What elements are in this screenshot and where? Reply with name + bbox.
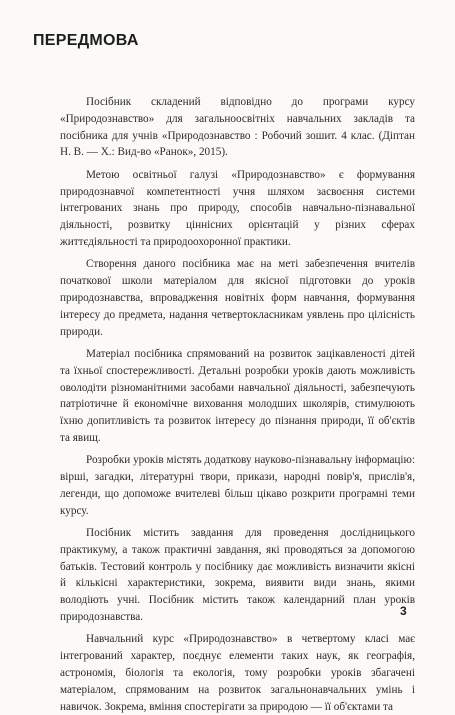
paragraph: Посібник складений відповідно до програми курсу «Природознавство» для загальноосвітніх навчальних закладів та посібника для учнів «Природознавство : Робочий зошит. 4 клас. (Діптан Н. В. — Х.: Вид-во «Ранок», 2015). xyxy=(60,96,415,159)
paragraph: Розробки уроків містять додаткову науково-пізнавальну інформацію: вірші, загадки, літературні твори, прикази, народні повір'я, прислів'я, легенди, що допоможе вчителеві більш цікаво розкрити програмні теми курсу. xyxy=(60,454,415,517)
paragraph: Створення даного посібника має на меті забезпечення вчителів початкової школи матеріалом для якісної підготовки до уроків природознавства, впровадження новітніх форм навчання, формування інтересу до предмета, надання четвертокласникам уявлень про цілісність природи. xyxy=(60,258,415,338)
paragraph: Навчальний курс «Природознавство» в четвертому класі має інтегрований характер, поєднує елементи таких наук, як географія, астрономія, біологія та екологія, тому розробки уроків збагачені матеріалом, спрямованим на розвиток загальнонавчальних умінь і навичок. Зокрема, вміння спостерігати за природою — її об'єктами та xyxy=(60,633,415,713)
paragraph: Посібник містить завдання для проведення дослідницького практикуму, а також практичні завдання, які проводяться за допомогою батьків. Тестовий контроль у посібнику дає можливість визначити якісні й кількісні характеристики, зокрема, виявити види знань, якими володіють учні. Посібник містить також календарний план уроків природознавства. xyxy=(60,527,415,624)
paragraph: Метою освітньої галузі «Природознавство» є формування природознавчої компетентності учня шляхом засвоєння системи інтегрованих знань про природу, способів навчально-пізнавальної діяльності, розвитку ціннісних орієнтацій у різних сферах життєдіяльності та природоохоронної практики. xyxy=(60,168,415,248)
body-text xyxy=(60,94,415,715)
page-number: 3 xyxy=(400,604,407,618)
page-title: ПЕРЕДМОВА xyxy=(33,32,139,49)
paragraph: Матеріал посібника спрямований на розвиток зацікавленості дітей та їхньої спостережливості. Детальні розробки уроків дають можливість оволодіти різноманітними засобами навчальної діяльності, забезпечують патріотичне й економічне виховання молодших школярів, стимулюють їхню допитливість та розвиток інтересу до пізнання природи, її об'єктів та явищ. xyxy=(60,347,415,444)
